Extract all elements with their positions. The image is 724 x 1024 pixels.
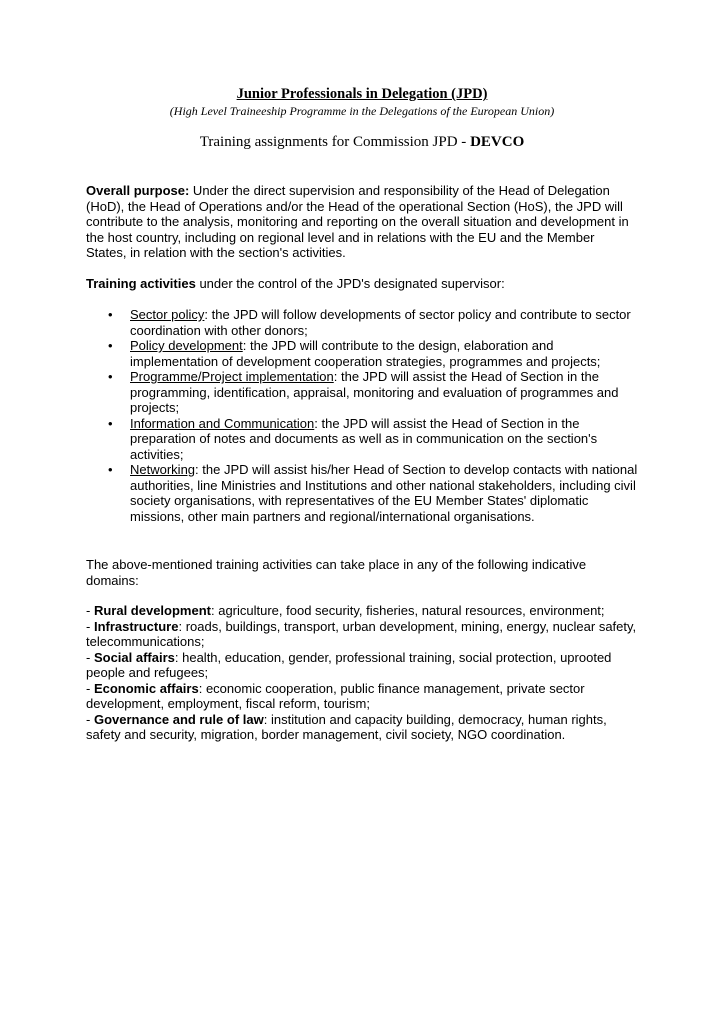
domain-item bbox=[86, 619, 638, 650]
activity-term: Programme/Project implementation bbox=[130, 369, 334, 384]
domains-intro-paragraph: The above-mentioned training activities can take place in any of the following indicative domains: bbox=[86, 557, 587, 588]
training-activities-list bbox=[108, 307, 640, 524]
activity-text: : the JPD will assist his/her Head of Section to develop contacts with national authorities, line Ministries and Institutions and other national stakeholders, including civil society organisations, with representatives of the EU Member States' diplomatic missions, other main partners and regional/international organisations. bbox=[130, 462, 638, 524]
training-activities-text: under the control of the JPD's designated supervisor: bbox=[195, 276, 505, 291]
domain-name: Rural development bbox=[93, 603, 211, 618]
list-item bbox=[108, 369, 640, 416]
domain-name: Social affairs bbox=[93, 649, 175, 665]
domain-text: : health, education, gender, professional training, social protection, uprooted people and refugees; bbox=[86, 649, 612, 680]
overall-purpose-text: Under the direct supervision and responsibility of the Head of Delegation (HoD), the Head of Operations and/or the Head of the operational Section (HoS), the JPD will contribute to the analysis, monitoring and reporting on the overall situation and development in the host country, including on regional level and in relations with the EU and the Member States, in relation with the section's activities. bbox=[86, 183, 629, 260]
domain-text: : institution and capacity building, democracy, human rights, safety and security, migration, border management, civil society, NGO coordination. bbox=[86, 711, 607, 742]
domain-name: Infrastructure bbox=[93, 618, 179, 634]
domain-dash: - bbox=[86, 618, 94, 634]
assignment-heading bbox=[0, 134, 724, 151]
overall-purpose-label: Overall purpose: bbox=[86, 183, 190, 198]
domain-item bbox=[86, 603, 638, 619]
activity-term: Networking bbox=[130, 462, 196, 477]
bullet-icon: • bbox=[108, 415, 113, 431]
domain-text: : agriculture, food security, fisheries, natural resources, environment; bbox=[210, 603, 605, 618]
activity-term: Policy development bbox=[130, 338, 243, 353]
domain-text: : roads, buildings, transport, urban development, mining, energy, nuclear safety, telecommunications; bbox=[86, 618, 637, 649]
domain-item bbox=[86, 681, 638, 712]
assignment-prefix: Training assignments for Commission JPD - bbox=[199, 134, 471, 150]
activity-text: : the JPD will assist the Head of Section in the preparation of notes and documents as well as in communication on the section's activities; bbox=[130, 415, 598, 462]
list-item bbox=[108, 415, 640, 463]
training-activities-paragraph bbox=[86, 276, 638, 292]
list-item bbox=[108, 307, 640, 338]
activity-term: Information and Communication bbox=[130, 415, 315, 431]
bullet-icon: • bbox=[108, 307, 113, 322]
activity-text: : the JPD will contribute to the design, elaboration and implementation of development cooperation strategies, programmes and projects; bbox=[130, 338, 601, 369]
document-title: Junior Professionals in Delegation (JPD) bbox=[236, 86, 488, 102]
domain-dash: - bbox=[86, 649, 94, 665]
domains-list bbox=[86, 603, 638, 743]
bullet-icon: • bbox=[108, 338, 113, 353]
overall-purpose-paragraph bbox=[86, 183, 638, 261]
bullet-icon: • bbox=[108, 369, 113, 384]
domain-name: Governance and rule of law bbox=[93, 711, 264, 727]
assignment-dg: DEVCO bbox=[470, 134, 525, 150]
activity-text: : the JPD will assist the Head of Section in the programming, identification, appraisal, monitoring and evaluation of programmes and projects; bbox=[130, 369, 619, 415]
training-activities-label: Training activities bbox=[86, 276, 196, 291]
domain-dash: - bbox=[86, 711, 94, 727]
domain-item bbox=[86, 712, 638, 743]
activity-term: Sector policy bbox=[130, 307, 205, 322]
list-item bbox=[108, 338, 640, 369]
list-item bbox=[108, 462, 640, 524]
domain-dash: - bbox=[86, 603, 94, 618]
bullet-icon: • bbox=[108, 462, 113, 477]
activity-text: : the JPD will follow developments of sector policy and contribute to sector coordination with other donors; bbox=[130, 307, 631, 338]
document-subtitle: (High Level Traineeship Programme in the Delegations of the European Union) bbox=[169, 104, 555, 118]
domain-dash: - bbox=[86, 680, 94, 696]
domain-name: Economic affairs bbox=[93, 680, 199, 696]
domain-item bbox=[86, 650, 638, 681]
domain-text: : economic cooperation, public finance management, private sector development, employment, fiscal reform, tourism; bbox=[86, 680, 585, 711]
